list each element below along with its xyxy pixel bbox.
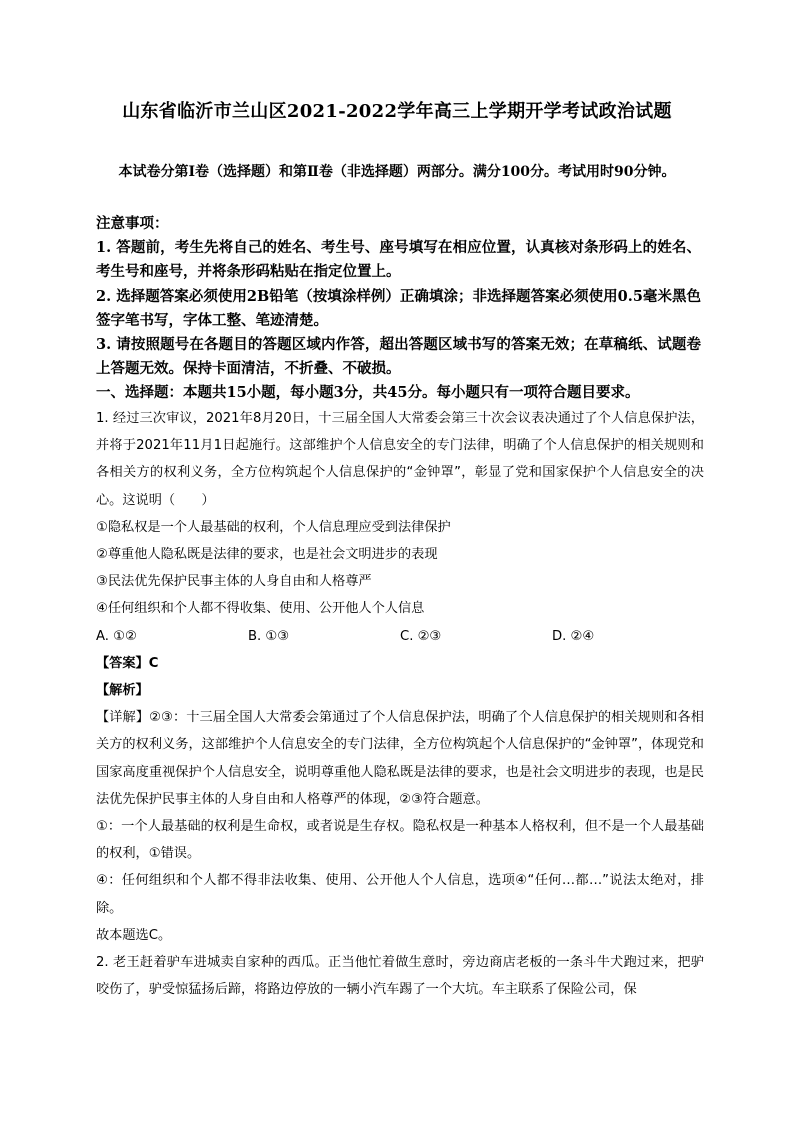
option-a: A. ①② bbox=[96, 628, 137, 644]
option-c: C. ②③ bbox=[400, 628, 442, 644]
statement-2: ②尊重他人隐私既是法律的要求，也是社会文明进步的表现 bbox=[96, 547, 438, 563]
notice-heading: 注意事项： bbox=[96, 215, 169, 232]
statement-3: ③民法优先保护民事主体的人身自由和人格尊严 bbox=[96, 574, 372, 590]
analysis-paragraph: 【详解】②③：十三届全国人大常委会第通过了个人信息保护法，明确了个人信息保护的相关规则和各相关方的权利义务，这部维护个人信息安全的专门法律，全方位构筑起个人信息保护的“金钟罩”，体现党和国家高度重视保护个人信息安全，说明尊重他人隐私既是法律的要求，也是社会文明进步的表现，也是民法优先保护民事主体的人身自由和人格尊严的体现，②③符合题意。 bbox=[96, 710, 704, 807]
option-d: D. ②④ bbox=[552, 628, 595, 644]
option-b: B. ①③ bbox=[248, 628, 290, 644]
question-body bbox=[96, 405, 704, 1003]
analysis-paragraph: ④：任何组织和个人都不得非法收集、使用、公开他人个人信息，选项④“任何…都…”说法太绝对，排除。 bbox=[96, 873, 704, 916]
question-2-stem: 2. 老王赶着驴车进城卖自家种的西瓜。正当他忙着做生意时，旁边商店老板的一条斗牛犬跑过来，把驴咬伤了，驴受惊猛扬后蹄，将路边停放的一辆小汽车踢了一个大坑。车主联系了保险公司，保 bbox=[96, 955, 704, 998]
notice-block bbox=[96, 212, 701, 406]
statement-1: ①隐私权是一个人最基础的权利，个人信息理应受到法律保护 bbox=[96, 519, 451, 535]
notice-item: 3. 请按照题号在各题目的答题区域内作答，超出答题区域书写的答案无效；在草稿纸、试题卷上答题无效。保持卡面清洁，不折叠、不破损。 bbox=[96, 336, 701, 378]
analysis-label: 【解析】 bbox=[96, 683, 149, 699]
section-heading: 一、选择题：本题共15小题，每小题3分，共45分。每小题只有一项符合题目要求。 bbox=[96, 384, 640, 402]
notice-item: 1. 答题前，考生先将自己的姓名、考生号、座号填写在相应位置，认真核对条形码上的姓名、考生号和座号，并将条形码粘贴在指定位置上。 bbox=[96, 239, 701, 281]
analysis-paragraph: ①：一个人最基础的权利是生命权，或者说是生存权。隐私权是一种基本人格权利，但不是一个人最基础的权利，①错误。 bbox=[96, 819, 704, 862]
analysis-conclusion: 故本题选C。 bbox=[96, 927, 172, 943]
answer-label: 【答案】C bbox=[96, 655, 159, 671]
question-1-stem: 1. 经过三次审议，2021年8月20日，十三届全国人大常委会第三十次会议表决通过了个人信息保护法，并将于2021年11月1日起施行。这部维护个人信息安全的专门法律，明确了个人信息保护的相关规则和各相关方的权利义务，全方位构筑起个人信息保护的“金钟罩”，彰显了党和国家保护个人信息安全的决心。这说明（ ） bbox=[96, 411, 704, 508]
answer-options bbox=[96, 623, 704, 650]
statement-4: ④任何组织和个人都不得收集、使用、公开他人个人信息 bbox=[96, 601, 425, 617]
document-title: 山东省临沂市兰山区2021-2022学年高三上学期开学考试政治试题 bbox=[122, 101, 672, 122]
notice-item: 2. 选择题答案必须使用2B铅笔（按填涂样例）正确填涂；非选择题答案必须使用0.5毫米黑色签字笔书写，字体工整、笔迹清楚。 bbox=[96, 287, 701, 329]
exam-intro: 本试卷分第Ⅰ卷（选择题）和第Ⅱ卷（非选择题）两部分。满分100分。考试用时90分钟。 bbox=[118, 164, 676, 180]
